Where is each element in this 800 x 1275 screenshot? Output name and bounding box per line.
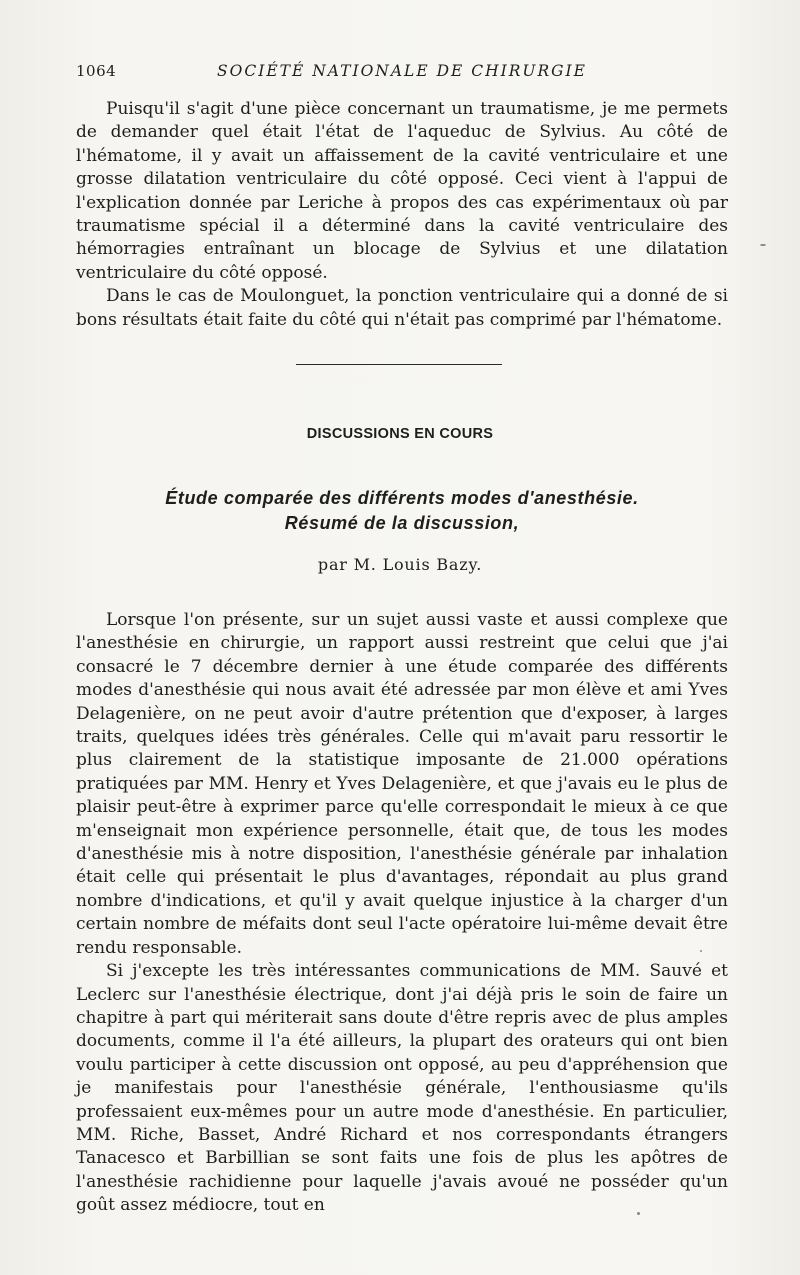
paragraph: Lorsque l'on présente, sur un sujet aussi vaste et aussi complexe que l'anesthésie en chirurgie, un rapport aussi restreint que celui que j'ai consacré le 7 décembre dernier à une étude comparée des différents modes d'anesthésie qui nous avait été adressée par mon élève et ami Yves Delagenière, on ne peut avoir d'autre prétention que d'exposer, à larges traits, quelques idées très générales. Celle qui m'avait paru ressortir le plus clairement de la statistique imposante de 21.000 opérations pratiquées par MM. Henry et Yves Delagenière, et que j'avais eu le plus de plaisir peut-être à exprimer parce qu'elle correspondait le mieux à ce que m'enseignait mon expérience personnelle, était que, de tous les modes d'anesthésie mis à notre disposition, l'anesthésie générale par inhalation était celle qui présentait le plus d'avantages, répondait au plus grand nombre d'indications, et qu'il y avait quelque injustice à la charger d'un certain nombre de méfaits dont seul l'acte opératoire lui-même devait être rendu responsable.	[76, 610, 728, 958]
article-body	[76, 609, 728, 1218]
article-title	[76, 486, 728, 536]
discussion-remarks	[76, 98, 728, 332]
paragraph: Dans le cas de Moulonguet, la ponction ventriculaire qui a donné de si bons résultats était faite du côté qui n'était pas comprimé par l'hématome.	[76, 286, 728, 330]
page-header	[76, 62, 728, 86]
paragraph: Puisqu'il s'agit d'une pièce concernant un traumatisme, je me permets de demander quel était l'état de l'aqueduc de Sylvius. Au côté de l'hématome, il y avait un affaissement de la cavité ventriculaire et une grosse dilatation ventriculaire du côté opposé. Ceci vient à l'appui de l'explication donnée par Leriche à propos des cas expérimentaux où par traumatisme spécial il a déterminé dans la cavité ventriculaire des hémorragies entraînant un blocage de Sylvius et une dilatation ventriculaire du côté opposé.	[76, 99, 728, 283]
section-heading: DISCUSSIONS EN COURS	[306, 426, 494, 442]
article-title-line: Étude comparée des différents modes d'anesthésie.	[165, 488, 639, 508]
author-byline: par M. Louis Bazy.	[317, 555, 483, 574]
paragraph: Si j'excepte les très intéressantes communications de MM. Sauvé et Leclerc sur l'anesthésie électrique, dont j'ai déjà pris le soin de faire un chapitre à part qui mériterait sans doute d'être repris avec de plus amples documents, comme il l'a été ailleurs, la plupart des orateurs qui ont bien voulu participer à cette discussion ont opposé, au peu d'appréhension que je manifestais pour l'anesthésie générale, l'enthousiasme qu'ils professaient eux-mêmes pour un autre mode d'anesthésie. En particulier, MM. Riche, Basset, André Richard et nos correspondants étrangers Tanacesco et Barbillian se sont faits une fois de plus les apôtres de l'anesthésie rachidienne pour laquelle j'avais avoué ne posséder qu'un goût assez médiocre, tout en	[76, 961, 728, 1216]
page-number: 1064	[76, 62, 117, 80]
running-title: SOCIÉTÉ NATIONALE DE CHIRURGIE	[217, 62, 587, 80]
article-title-line: Résumé de la discussion,	[284, 513, 520, 533]
section-divider	[296, 364, 502, 365]
